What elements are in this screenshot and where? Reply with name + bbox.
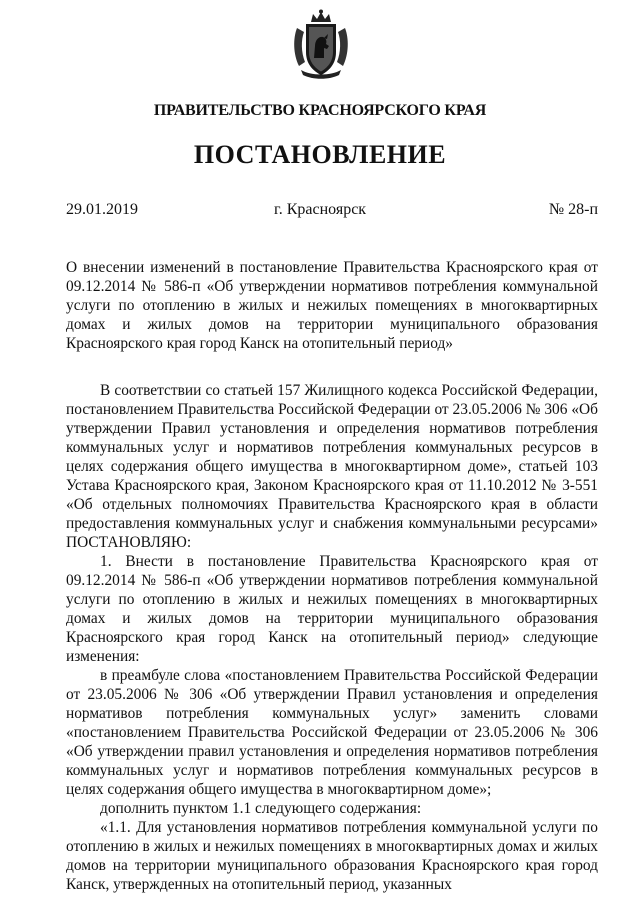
document-number: № 28-п <box>548 201 598 218</box>
body-paragraph-add-item: дополнить пунктом 1.1 следующего содержания: <box>100 800 422 817</box>
document-type-heading: ПОСТАНОВЛЕНИЕ <box>193 140 447 169</box>
body-paragraph-preamble: В соответствии со статьей 157 Жилищного кодекса Российской Федерации, постановлением Правительства Российской Федерации от 23.05.2006 № 306 «Об утверждении Правил установления и определения нормативов потребления коммунальных услуг и нормативов потребления коммунальных ресурсов в целях содержания общего имущества в многоквартирном доме», статьей 103 Устава Красноярского края, Законом Красноярского края от 11.10.2012 № 3-551 «Об отдельных полномочиях Правительства Красноярского края в области предоставления коммунальных услуг и снабжения коммунальными ресурсами» ПОСТАНОВЛЯЮ: <box>66 382 598 551</box>
organization-title: ПРАВИТЕЛЬСТВО КРАСНОЯРСКОГО КРАЯ <box>153 102 487 119</box>
coat-of-arms-icon <box>291 8 351 80</box>
document-subject: О внесении изменений в постановление Правительства Красноярского края от 09.12.2014 № 586-п «Об утверждении нормативов потребления коммунальной услуги по отоплению в жилых и нежилых помещениях в многоквартирных домах и жилых домов на территории муниципального образования Красноярского края город Канск на отопительный период» <box>66 259 598 352</box>
body-paragraph-preamble-change: в преамбуле слова «постановлением Правительства Российской Федерации от 23.05.2006 № 306 «Об утверждении Правил установления и определения нормативов потребления коммунальных услуг» заменить словами «постановлением Правительства Российской Федерации от 23.05.2006 № 306 «Об утверждении правил установления и определения нормативов потребления коммунальных услуг и нормативов потребления коммунальных ресурсов в целях содержания общего имущества в многоквартирном доме»; <box>66 667 598 798</box>
document-city: г. Красноярск <box>273 201 367 218</box>
body-paragraph-item-1: 1. Внести в постановление Правительства Красноярского края от 09.12.2014 № 586-п «Об утверждении нормативов потребления коммунальной услуги по отоплению в жилых и нежилых помещениях в многоквартирных домах и жилых домов на территории муниципального образования Красноярского края город Канск на отопительный период» следующие изменения: <box>66 553 598 665</box>
document-date: 29.01.2019 <box>66 201 138 218</box>
document-body <box>66 381 598 894</box>
body-paragraph-item-1-1: «1.1. Для установления нормативов потребления коммунальной услуги по отоплению в жилых и нежилых помещениях в многоквартирных домах и жилых домов на территории муниципального образования Красноярского края город Канск, утвержденных на отопительный период, указанных <box>66 819 598 893</box>
